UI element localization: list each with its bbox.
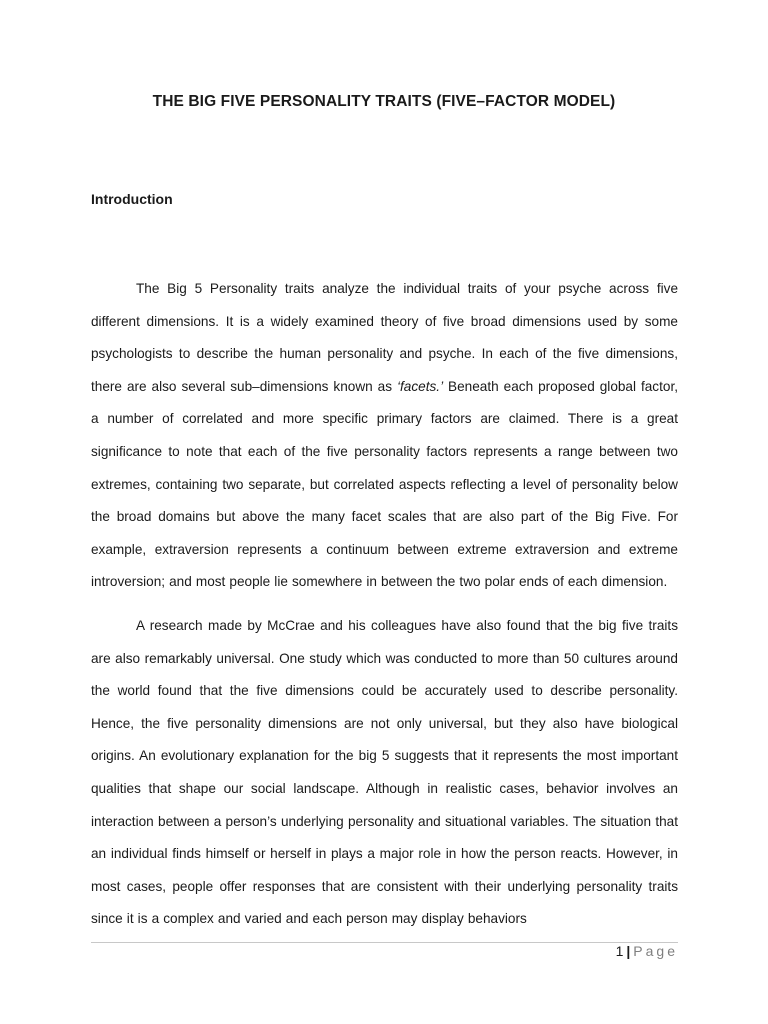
page-separator: | bbox=[626, 943, 631, 959]
paragraph-1-italic-term: ‘facets.’ bbox=[397, 378, 444, 394]
paragraph-2: A research made by McCrae and his colleagues have also found that the big five traits are also remarkably universal. One study which was conducted to more than 50 cultures around the world found that the five dimensions could be accurately used to describe personality. Hence, the five personality dimensions are not only universal, but they also have biological origins. An evolutionary explanation for the big 5 suggests that it represents the most important qualities that shape our social landscape. Although in realistic cases, behavior involves an interaction between a person’s underlying personality and situational variables. The situation that an individual finds himself or herself in plays a major role in how the person reacts. However, in most cases, people offer responses that are consistent with their underlying personality traits since it is a complex and varied and each person may display behaviors bbox=[91, 618, 678, 927]
document-title: THE BIG FIVE PERSONALITY TRAITS (FIVE–FACTOR MODEL) bbox=[152, 93, 616, 110]
paragraph-1-text-start: The Big 5 Personality traits analyze the individual traits of your psyche across five different dimensions. It is a widely examined theory of five broad dimensions used by some psychologists to describe the human personality and psyche. In each of the five dimensions, there are also several sub–dimensions known as bbox=[91, 281, 678, 394]
paragraph-1-text-end: Beneath each proposed global factor, a number of correlated and more specific primary factors are claimed. There is a great significance to note that each of the five personality factors represents a range between two extremes, containing two separate, but correlated aspects reflecting a level of personality below the broad domains but above the many facet scales that are also part of the Big Five. For example, extraversion represents a continuum between extreme extraversion and extreme introversion; and most people lie somewhere in between the two polar ends of each dimension. bbox=[91, 378, 678, 590]
footer-divider bbox=[91, 942, 678, 943]
page-footer bbox=[616, 943, 678, 959]
page-label: Page bbox=[633, 943, 678, 959]
page-number: 1 bbox=[615, 943, 624, 959]
paragraph-1 bbox=[91, 273, 678, 599]
section-heading-introduction: Introduction bbox=[91, 191, 173, 207]
